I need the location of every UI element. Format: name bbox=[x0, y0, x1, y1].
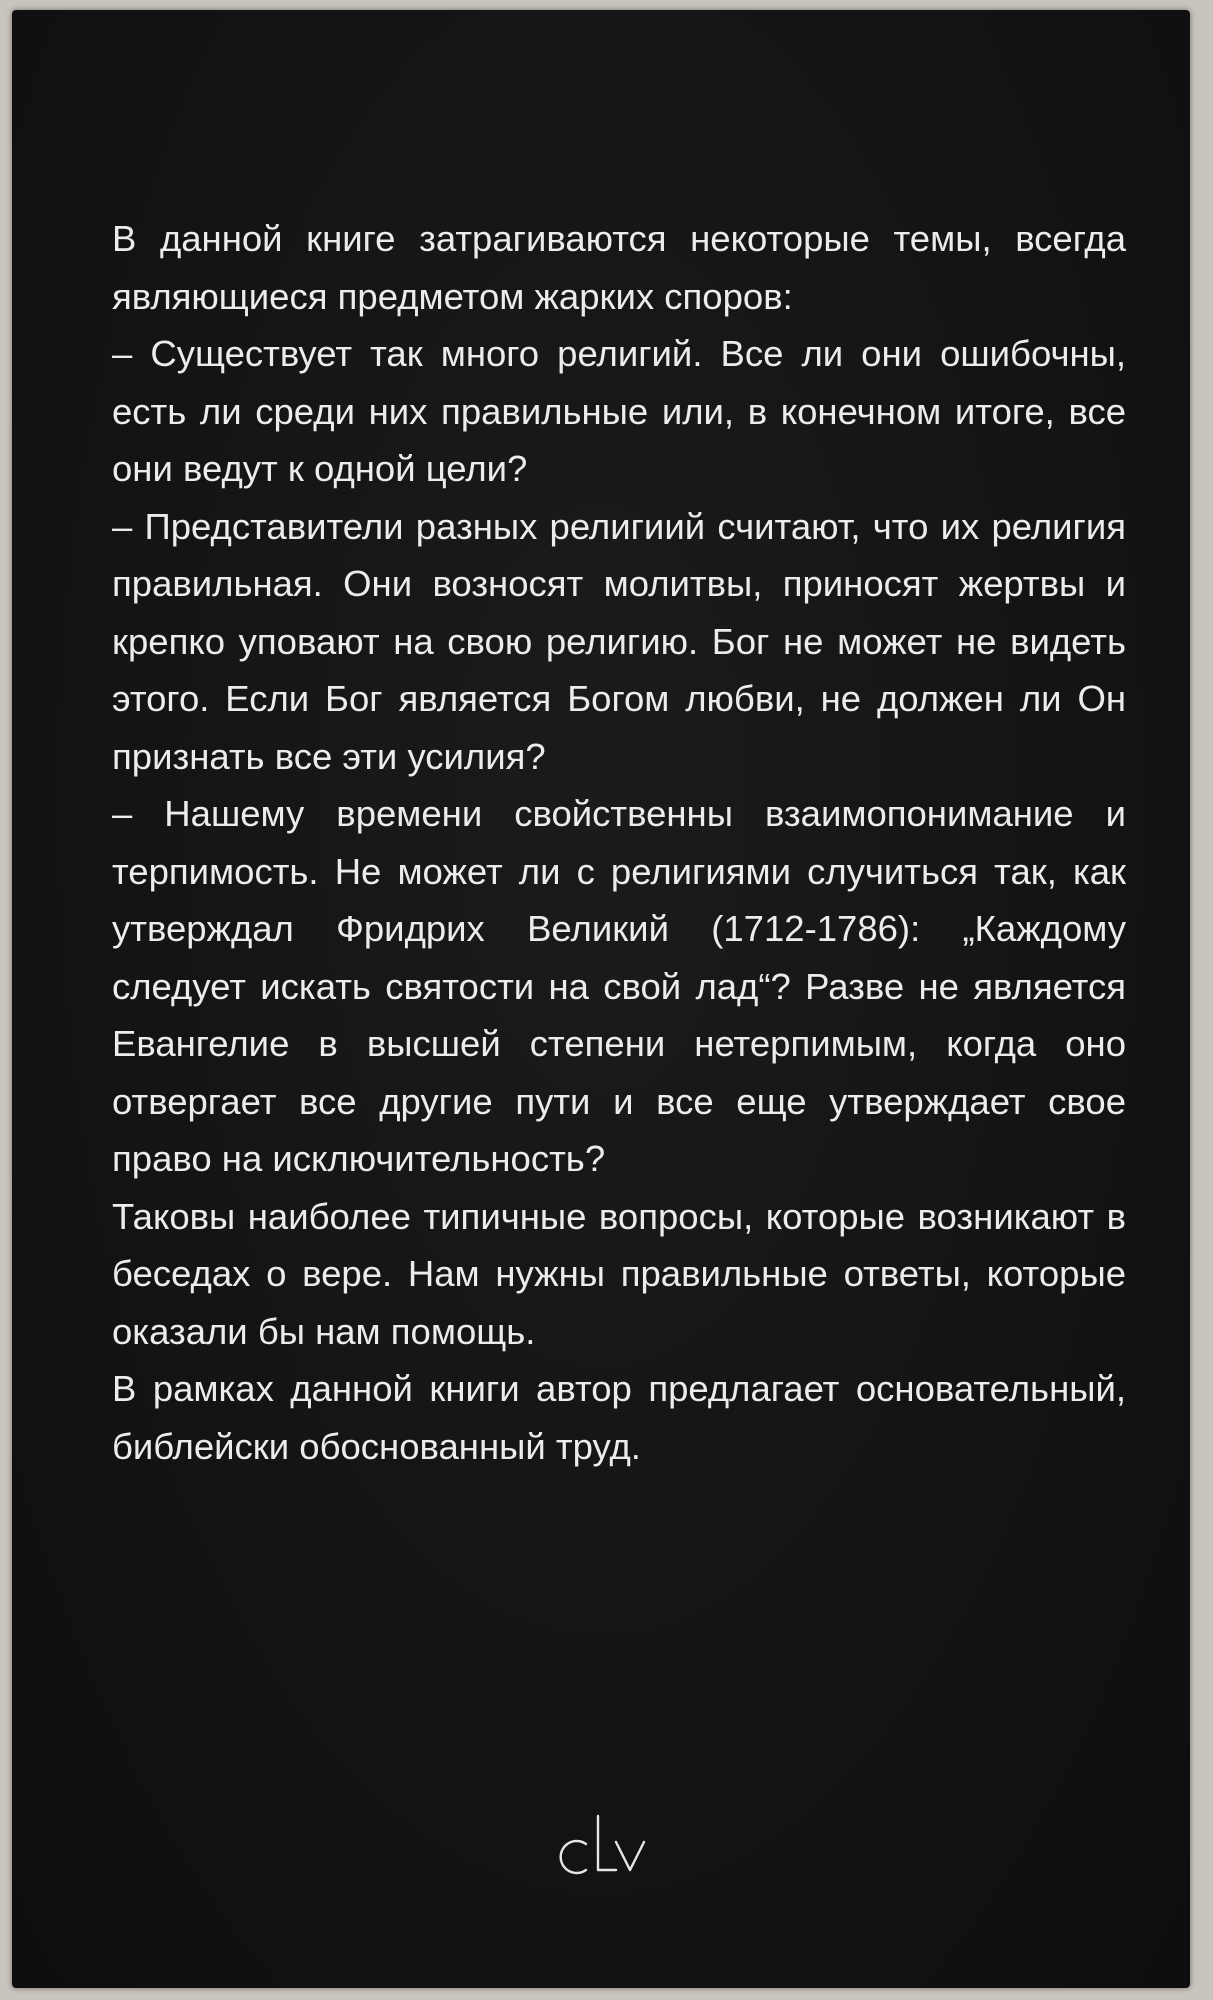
intro-paragraph: В данной книге затрагиваются некоторые темы, всегда являющиеся предметом жарких споров: bbox=[112, 218, 1126, 317]
summary-paragraph: Таковы наиболее типичные вопросы, которые возникают в беседах о вере. Нам нужны правильные ответы, которые оказали бы нам помощь. bbox=[112, 1195, 1126, 1352]
cover-text-block bbox=[112, 210, 1126, 1475]
question-paragraph-religions: – Существует так много религий. Все ли они ошибочны, есть ли среди них правильные или, в конечном итоге, все они ведут к одной цели? bbox=[112, 333, 1126, 489]
book-back-cover bbox=[12, 10, 1190, 1988]
question-paragraph-tolerance: – Нашему времени свойственны взаимопонимание и терпимость. Не может ли с религиями случиться так, как утверждал Фридрих Великий (1712-1786): „Каждому следует искать святости на свой лад“? Разве не является Евангелие в высшей степени нетерпимым, когда оно отвергает все другие пути и все еще утверждает свое право на исключительность? bbox=[112, 793, 1126, 1179]
question-paragraph-representatives: – Представители разных религиий считают, что их религия правильная. Они возносят молитвы, приносят жертвы и крепко уповают на свою религию. Бог не может не видеть этого. Если Бог является Богом любви, не должен ли Он признать все эти усилия? bbox=[112, 505, 1126, 777]
publisher-logo-icon bbox=[552, 1810, 672, 1880]
closing-paragraph: В рамках данной книги автор предлагает основательный, библейски обоснованный труд. bbox=[112, 1368, 1126, 1467]
